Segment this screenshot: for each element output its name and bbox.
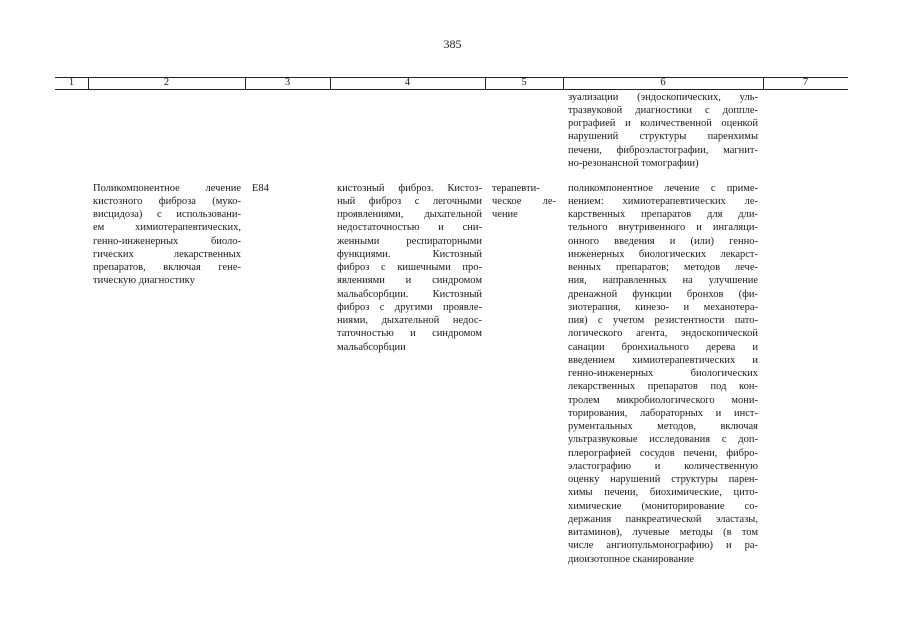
treatment-method-line: оценку нарушений структуры парен- [568,474,758,485]
treatment-method-line: дренажной функции бронхов (фи- [568,288,758,300]
treatment-method-line: генно-инженерных биологических [568,368,758,379]
treatment-kind-line: чение [492,209,518,220]
treatment-method-line: инженерных биологических лекарст- [568,248,758,260]
treatment-method-line: химы печени, биохимические, цито- [568,487,758,499]
treatment-method-line: введением химиотерапевтических и [568,354,758,366]
patient-model-line: фиброз с кишечными про- [337,262,482,273]
continuation-cell-col6 [568,91,758,171]
continuation-text-line: но-резонансной томографии) [568,157,699,169]
column-number-4: 4 [404,77,411,88]
patient-model-line: недостаточностью и сни- [337,222,482,234]
treatment-kind-line: терапевти- [492,182,540,194]
treatment-method-line: плерографией сосудов печени, фибро- [568,447,758,459]
column-number-2: 2 [163,77,170,88]
treatment-type-line: гических лекарственных [93,248,241,260]
patient-model-line: проявлениями, дыхательной [337,209,482,220]
column-number-6: 6 [660,77,666,88]
treatment-type-line: ем химиотерапевтических, [93,222,241,234]
treatment-method-line: тролем микробиологического мони- [568,394,758,406]
treatment-method-line: санации бронхиального дерева и [568,341,758,353]
treatment-method-line: диоизотопное сканирование [568,553,695,565]
treatment-type-line: кистозного фиброза (муко- [93,195,241,207]
treatment-method-line: карственных препаратов для дли- [568,209,758,220]
column-number-1: 1 [68,77,75,88]
treatment-method-line: торирования, лабораторных и инст- [568,407,758,419]
continuation-text-line: тразвуковой диагностики с доппле- [568,104,758,116]
treatment-method-line: эластографию и количественную [568,460,758,472]
treatment-method-line: логического агента, эндоскопической [568,328,758,340]
treatment-method-line: пия) с учетом резистентности пато- [568,315,758,326]
patient-model-line: функциями. Кистозный [337,248,482,260]
cell-icd-code [252,182,322,195]
patient-model-line: кистозный фиброз. Кистоз- [337,182,482,194]
treatment-kind-line: ческое ле- [492,195,556,207]
column-number-3: 3 [284,77,291,88]
patient-model-line: ный фиброз с легочными [337,195,482,207]
continuation-text-line: рографией и количественной оценкой [568,118,758,129]
treatment-method-line: химические (мониторирование со- [568,500,758,512]
patient-model-line: ниями, дыхательной недос- [337,315,482,326]
treatment-method-line: нением: химиотерапевтических ле- [568,195,758,207]
patient-model-line: таточностью и синдромом [337,328,482,340]
treatment-method-line: рументальных методов, включая [568,421,758,432]
icd-code-line: E84 [252,182,269,194]
cell-treatment-kind [492,182,556,222]
treatment-method-line: онного введения и (или) генно- [568,235,758,247]
patient-model-line: мальабсорбции. Кистозный [337,288,482,300]
treatment-method-line: зиотерапия, кинезо- и механотера- [568,301,758,313]
continuation-text-line: печени, фиброэластографии, магнит- [568,144,758,156]
treatment-type-line: тическую диагностику [93,275,195,287]
cell-treatment-method [568,182,758,566]
page-number: 385 [443,37,462,51]
treatment-type-line: препаратов, включая гене- [93,262,241,273]
patient-model-line: мальабсорбции [337,341,406,353]
treatment-type-line: генно-инженерных биоло- [93,235,241,247]
continuation-text-line: нарушений структуры паренхимы [568,131,758,143]
treatment-method-line: витаминов), лучевые методы (в том [568,527,758,538]
patient-model-line: женными респираторными [337,235,482,247]
treatment-type-line: висцидоза) с использовани- [93,209,241,220]
treatment-method-line: ния, направленных на улучшение [568,275,758,287]
patient-model-line: фиброз с другими проявле- [337,301,482,313]
treatment-method-line: ультразвуковые исследования с доп- [568,434,758,446]
treatment-method-line: держания панкреатической эластазы, [568,513,758,525]
column-number-7: 7 [802,77,809,88]
treatment-method-line: поликомпонентное лечение с приме- [568,182,758,194]
column-number-5: 5 [521,77,527,88]
treatment-type-line: Поликомпонентное лечение [93,182,241,194]
treatment-method-line: венных препаратов; методов лече- [568,262,758,273]
continuation-text-line: зуализации (эндоскопических, уль- [568,91,758,103]
treatment-method-line: лекарственных препаратов под кон- [568,381,758,393]
cell-patient-model [337,182,482,354]
treatment-method-line: числе ангиопульмонографию) и ра- [568,540,758,552]
cell-treatment-type [93,182,241,288]
patient-model-line: явлениями и синдромом [337,275,482,287]
treatment-method-line: тельного внутривенного и ингаляци- [568,222,758,234]
